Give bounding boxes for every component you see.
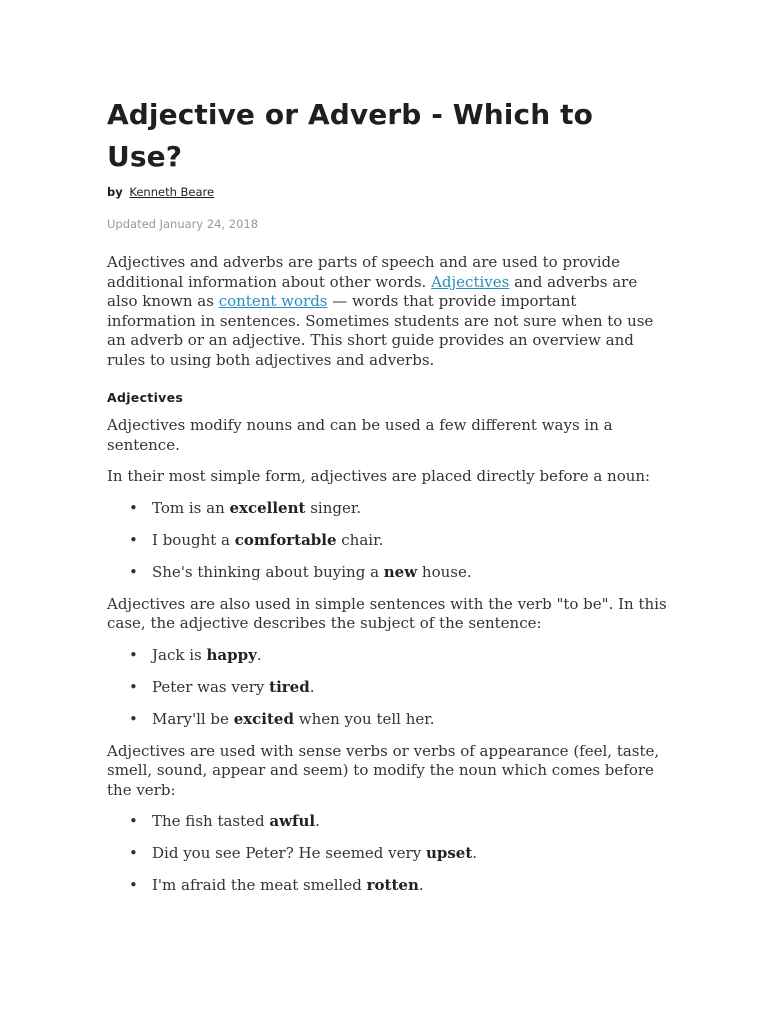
item-text: Mary'll be	[152, 709, 234, 728]
bullet-icon: •	[129, 498, 138, 517]
item-keyword: upset	[425, 844, 473, 862]
item-keyword: rotten	[366, 876, 419, 894]
paragraph-1: Adjectives modify nouns and can be used a few different ways in a sentence.	[107, 416, 613, 454]
item-text: I'm afraid the meat smelled	[152, 876, 367, 894]
item-text: Tom is an	[152, 498, 230, 517]
bullet-icon: •	[129, 876, 138, 894]
adjectives-link[interactable]: Adjectives	[431, 272, 510, 291]
item-text: house.	[417, 562, 472, 581]
item-text: She's thinking about buying a	[152, 562, 384, 581]
item-text: when you tell her.	[293, 709, 435, 728]
item-keyword: tired	[269, 677, 310, 696]
item-text: Jack is	[152, 645, 207, 664]
example-list-1	[107, 499, 667, 583]
updated-date: Updated January 24, 2018	[107, 217, 259, 231]
paragraph-3: Adjectives are also used in simple sentences with the verb "to be". In this case, the adjective describes the subject of the sentence:	[107, 594, 667, 632]
item-text: Peter was very	[152, 677, 270, 696]
item-text: I bought a	[152, 530, 235, 549]
bullet-icon: •	[129, 844, 138, 862]
example-list-2	[107, 646, 667, 730]
paragraph-4: Adjectives are used with sense verbs or verbs of appearance (feel, taste, smell, sound, appear and seem) to modify the noun which comes before the verb:	[107, 741, 660, 799]
item-text: .	[315, 812, 320, 830]
item-text: The fish tasted	[152, 812, 270, 830]
list-item	[107, 646, 667, 666]
list-item	[107, 531, 667, 551]
item-keyword: new	[383, 562, 418, 581]
list-item	[107, 710, 667, 730]
item-keyword: excited	[233, 709, 294, 728]
bullet-icon: •	[129, 709, 138, 728]
item-keyword: happy	[206, 645, 257, 664]
example-list-3	[107, 812, 667, 896]
intro-text-1: Adjectives and adverbs are parts of speech and are used to provide additional information about other words.	[107, 253, 621, 291]
author-link[interactable]: Kenneth Beare	[129, 185, 215, 199]
list-item	[107, 876, 667, 896]
item-keyword: comfortable	[234, 530, 337, 549]
item-text: .	[418, 876, 424, 894]
content-words-link[interactable]: content words	[218, 292, 328, 310]
item-text: singer.	[305, 498, 362, 517]
section-heading-adjectives: Adjectives	[107, 390, 184, 405]
list-item	[107, 563, 667, 583]
byline-prefix: by	[107, 185, 123, 199]
item-text: .	[472, 844, 478, 862]
list-item	[107, 499, 667, 519]
item-keyword: awful	[269, 812, 316, 830]
bullet-icon: •	[129, 677, 138, 696]
item-text: Did you see Peter? He seemed very	[152, 844, 426, 862]
list-item	[107, 812, 667, 832]
bullet-icon: •	[129, 812, 138, 830]
bullet-icon: •	[129, 530, 138, 549]
item-text: .	[256, 645, 262, 664]
list-item	[107, 678, 667, 698]
item-text: chair.	[336, 530, 384, 549]
intro-paragraph	[107, 253, 667, 370]
byline	[107, 185, 667, 199]
article	[107, 94, 667, 908]
intro-text-2: and adverbs are also known as	[107, 272, 638, 310]
paragraph-2: In their most simple form, adjectives are placed directly before a noun:	[107, 467, 651, 485]
bullet-icon: •	[129, 562, 138, 581]
page-title: Adjective or Adverb - Which to Use?	[107, 98, 593, 173]
list-item	[107, 844, 667, 864]
bullet-icon: •	[129, 645, 138, 664]
item-keyword: excellent	[229, 498, 306, 517]
item-text: .	[309, 677, 315, 696]
intro-text-3: — words that provide important information in sentences. Sometimes students are not sure when to use an adverb or an adjective. This short guide provides an overview and rules to using both adjectives and adverbs.	[107, 292, 654, 369]
